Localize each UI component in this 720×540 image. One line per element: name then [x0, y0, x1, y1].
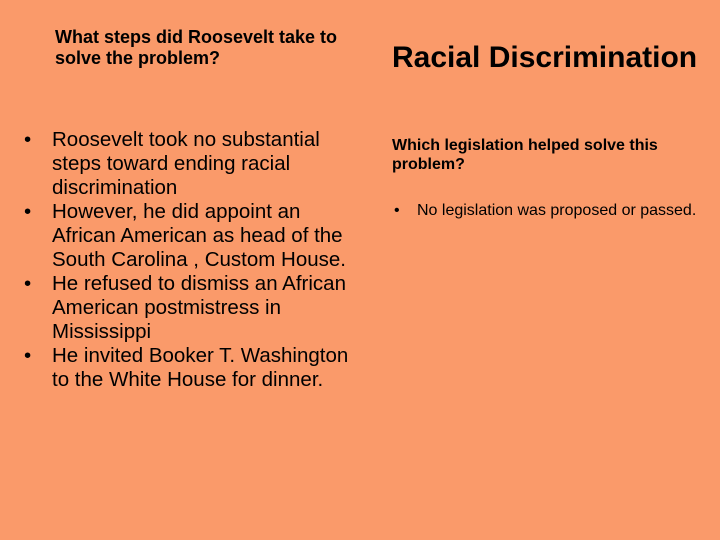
right-bullet-list [392, 202, 712, 220]
slide-title: Racial Discrimination [392, 41, 698, 74]
left-bullet-item: • He invited Booker T. Washington to the White House for dinner. [20, 344, 350, 392]
right-bullet-item: • No legislation was proposed or passed. [392, 202, 712, 220]
right-question: Which legislation helped solve this problem? [392, 137, 658, 173]
left-heading: What steps did Roosevelt take to solve the problem? [55, 27, 338, 68]
left-bullet-item: • However, he did appoint an African American as head of the South Carolina , Custom House. [20, 200, 350, 272]
left-bullet-item: • Roosevelt took no substantial steps toward ending racial discrimination [20, 128, 350, 200]
left-bullet-item: • He refused to dismiss an African American postmistress in Mississippi [20, 272, 350, 344]
left-bullet-list [20, 128, 350, 392]
